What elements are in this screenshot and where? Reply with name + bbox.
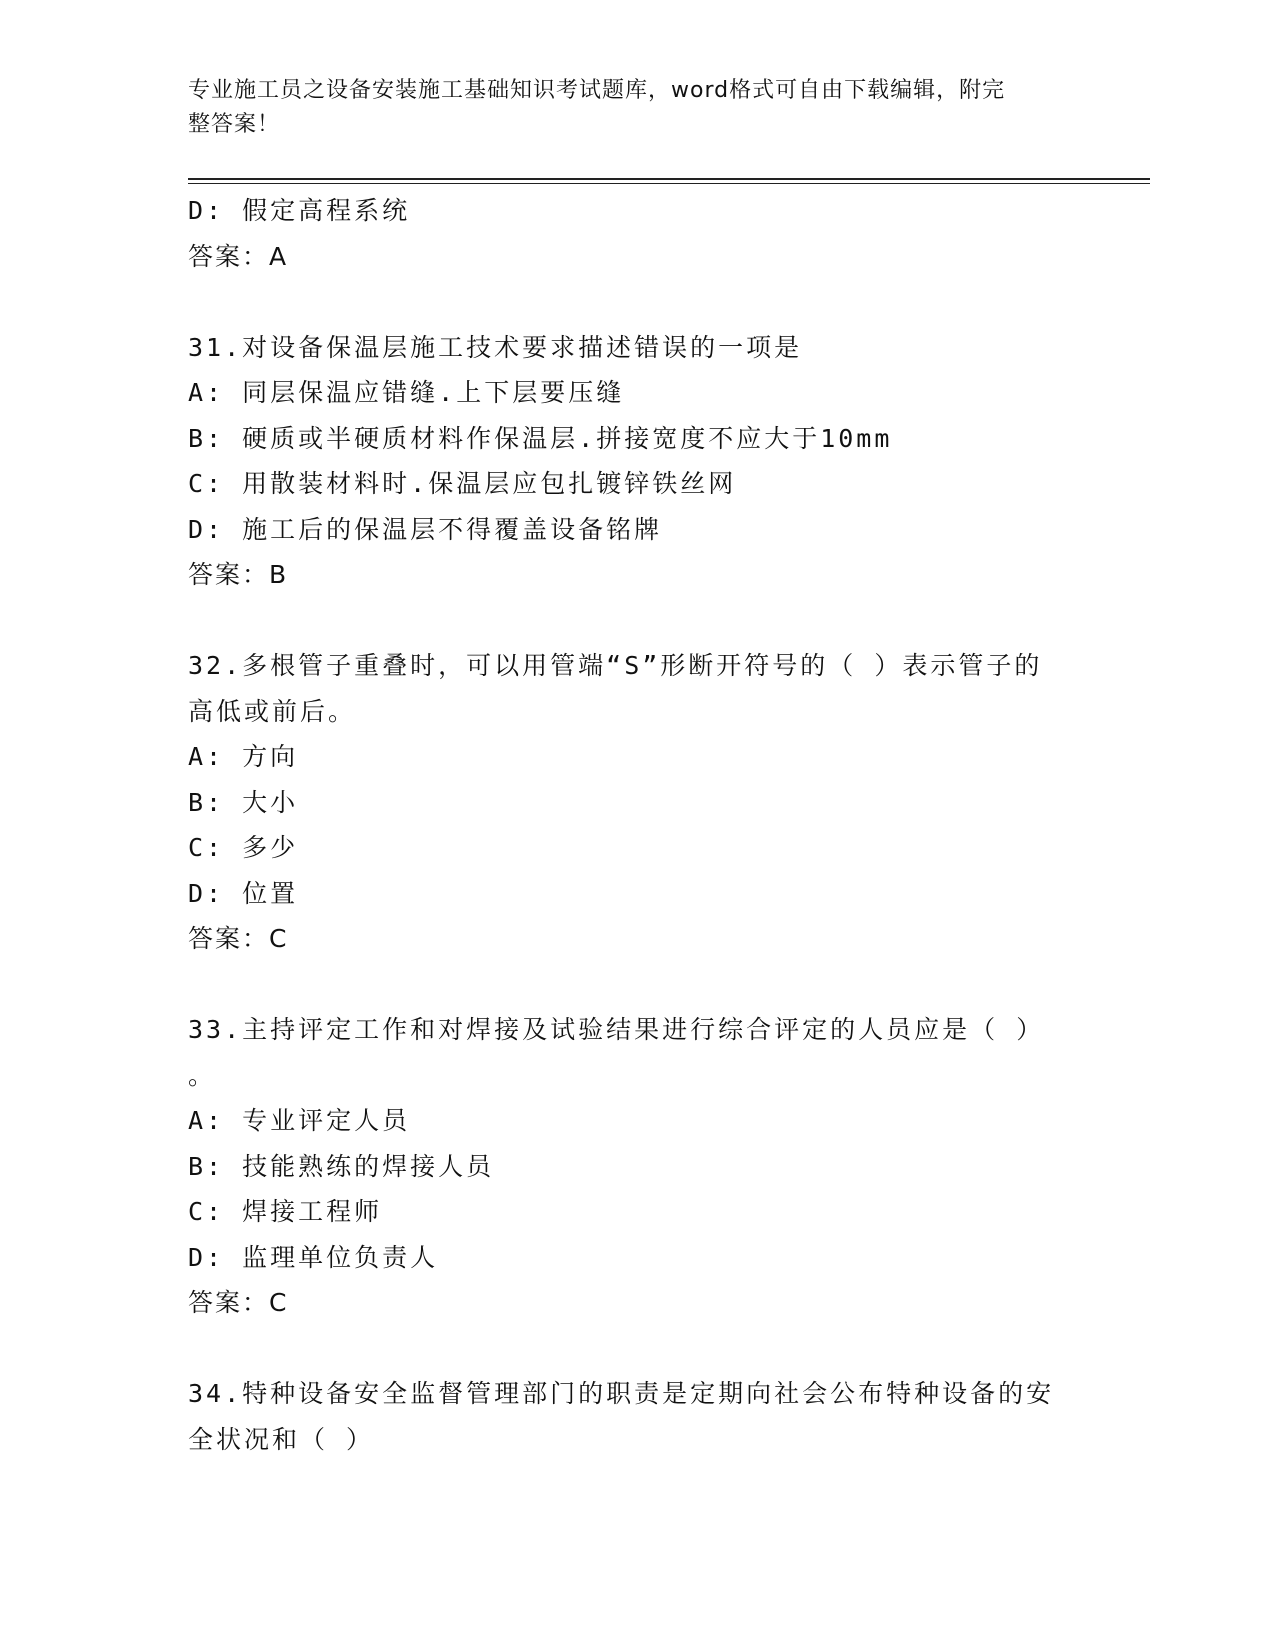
question-text-line-1: 33.主持评定工作和对焊接及试验结果进行综合评定的人员应是（ ） bbox=[188, 1015, 1045, 1044]
question-31 bbox=[188, 325, 1088, 598]
option-d: D: 监理单位负责人 bbox=[188, 1242, 439, 1272]
document-header bbox=[188, 74, 1068, 142]
header-divider-thick bbox=[188, 178, 1150, 180]
spacer bbox=[188, 1326, 1088, 1372]
question-34 bbox=[188, 1371, 1088, 1462]
header-divider-thin bbox=[188, 183, 1150, 184]
option-b: B: 硬质或半硬质材料作保温层.拼接宽度不应大于10mm bbox=[188, 423, 893, 453]
question-text-line-1: 34.特种设备安全监督管理部门的职责是定期向社会公布特种设备的安 bbox=[188, 1379, 1055, 1408]
option-d: D: 施工后的保温层不得覆盖设备铭牌 bbox=[188, 514, 663, 544]
question-text-line-2: 高低或前后。 bbox=[188, 696, 357, 726]
option-a: A: 专业评定人员 bbox=[188, 1106, 411, 1135]
question-33 bbox=[188, 1007, 1088, 1326]
spacer bbox=[188, 279, 1088, 325]
answer: 答案：C bbox=[188, 924, 289, 953]
option-c: C: 多少 bbox=[188, 833, 299, 862]
question-32 bbox=[188, 643, 1088, 962]
option-b: B: 大小 bbox=[188, 787, 299, 817]
question-text-line-2: 全状况和（ ） bbox=[188, 1424, 375, 1454]
question-30-tail bbox=[188, 188, 1088, 279]
option-d: D: 假定高程系统 bbox=[188, 196, 411, 225]
option-c: C: 用散装材料时.保温层应包扎镀锌铁丝网 bbox=[188, 469, 737, 498]
answer: 答案：C bbox=[188, 1288, 289, 1317]
option-c: C: 焊接工程师 bbox=[188, 1197, 383, 1226]
spacer bbox=[188, 962, 1088, 1008]
question-text-line-1: 32.多根管子重叠时，可以用管端“S”形断开符号的（ ）表示管子的 bbox=[188, 651, 1043, 680]
spacer bbox=[188, 598, 1088, 644]
question-text-line-2: 。 bbox=[188, 1060, 217, 1090]
option-a: A: 同层保温应错缝.上下层要压缝 bbox=[188, 378, 625, 407]
question-list bbox=[188, 188, 1088, 1462]
answer: 答案：A bbox=[188, 241, 289, 271]
option-d: D: 位置 bbox=[188, 878, 299, 908]
question-text: 31.对设备保温层施工技术要求描述错误的一项是 bbox=[188, 332, 803, 362]
header-line-1: 专业施工员之设备安装施工基础知识考试题库，word格式可自由下载编辑，附完 bbox=[188, 78, 1006, 103]
option-a: A: 方向 bbox=[188, 742, 299, 771]
header-line-2: 整答案！ bbox=[188, 112, 281, 137]
option-b: B: 技能熟练的焊接人员 bbox=[188, 1151, 495, 1181]
answer: 答案：B bbox=[188, 560, 289, 589]
